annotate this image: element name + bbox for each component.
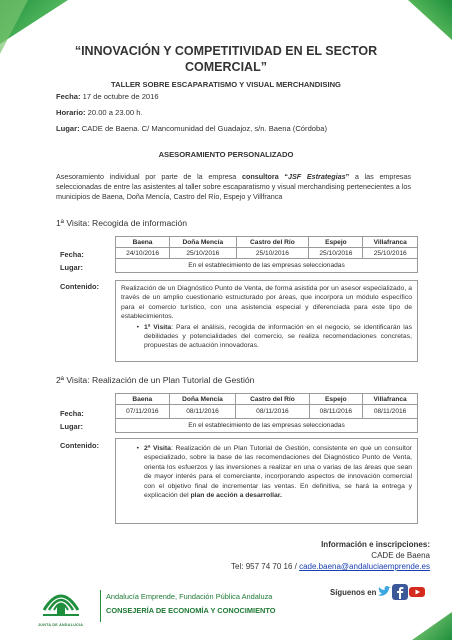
facebook-icon[interactable] <box>392 584 408 600</box>
visit1-content-text: Realización de un Diagnóstico Punto de Venta, de forma asistida por un asesor especializado, a través de un amplio cuestionario estructurado por áreas, que incorpora un módulo específico para el comercio turístico, con una asistencia especial y diferenciada para este tipo de establecimientos. <box>121 285 412 321</box>
event-location <box>56 124 327 133</box>
footer-ministry: CONSEJERÍA DE ECONOMÍA Y CONOCIMIENTO <box>106 606 276 615</box>
event-schedule <box>56 108 143 117</box>
visit2-bullet-bold: plan de acción a desarrollar. <box>190 492 282 500</box>
intro-bold-2: ” <box>345 172 350 181</box>
visit2-location-label: Lugar: <box>60 422 83 431</box>
intro-company-name: JSF Estrategias <box>288 172 346 181</box>
contact-phone-line <box>231 562 430 571</box>
visit1-bullet-label: 1ª Visita <box>144 323 172 331</box>
section-title: ASESORAMIENTO PERSONALIZADO <box>158 150 294 159</box>
contact-email-link[interactable]: cade.baena@andaluciaemprende.es <box>299 562 430 571</box>
visit1-content-box <box>115 280 418 362</box>
contact-org: CADE de Baena <box>371 551 430 560</box>
event-date <box>56 92 159 101</box>
visit1-location-label: Lugar: <box>60 263 83 272</box>
event-schedule-value: 20.00 a 23.00 h. <box>85 108 143 117</box>
table-cell: 08/11/2016 <box>236 405 309 419</box>
list-item <box>121 444 412 500</box>
table-row <box>116 259 418 273</box>
table-cell-location: En el establecimiento de las empresas seleccionadas <box>116 419 418 433</box>
visit1-heading <box>56 218 187 228</box>
table-cell: 25/10/2016 <box>309 248 363 259</box>
twitter-icon[interactable] <box>376 584 392 600</box>
visit2-content-box <box>115 438 418 524</box>
table-cell: 08/11/2016 <box>169 405 236 419</box>
visit2-heading <box>56 375 254 385</box>
table-cell-location: En el establecimiento de las empresas seleccionadas <box>116 259 418 273</box>
corner-decoration-bottom-right <box>412 612 452 640</box>
list-item <box>121 323 412 351</box>
table-header-cell: Espejo <box>309 394 363 405</box>
table-header-cell: Baena <box>116 394 170 405</box>
bullet-icon: • <box>136 323 139 331</box>
visit1-table <box>115 236 418 273</box>
event-location-label: Lugar: <box>56 124 80 133</box>
contact-heading: Información e inscripciones: <box>321 540 430 549</box>
corner-decoration-top-right <box>408 0 452 40</box>
table-header-cell: Doña Mencía <box>170 237 236 248</box>
event-date-value: 17 de octubre de 2016 <box>80 92 159 101</box>
event-date-label: Fecha: <box>56 92 81 101</box>
intro-paragraph <box>56 172 411 202</box>
table-row <box>116 405 418 419</box>
visit2-table <box>115 393 418 433</box>
table-cell: 24/10/2016 <box>116 248 170 259</box>
table-header-cell: Baena <box>116 237 170 248</box>
youtube-icon[interactable] <box>409 584 425 600</box>
table-header-cell: Espejo <box>309 237 363 248</box>
bullet-icon: • <box>136 445 139 452</box>
intro-bold-1: consultora “ <box>241 172 288 181</box>
visit2-number: 2ª Visita <box>56 375 88 385</box>
table-row <box>116 394 418 405</box>
table-cell: 08/11/2016 <box>363 405 418 419</box>
footer-foundation: Andalucía Emprende, Fundación Pública Andaluza <box>106 592 273 601</box>
visit2-date-label: Fecha: <box>60 409 84 418</box>
event-location-value: CADE de Baena. C/ Mancomunidad del Guadajoz, s/n. Baena (Córdoba) <box>79 124 327 133</box>
visit1-content-label: Contenido: <box>60 282 99 291</box>
junta-andalucia-logo-icon <box>40 584 82 620</box>
visit1-number: 1ª Visita <box>56 218 88 228</box>
contact-phone: Tel: 957 74 70 16 / <box>231 562 300 571</box>
visit2-bullet-text: : Realización de un Plan Tutorial de Gestión, consistente en que un consultor especializado, sobre la base de las recomendaciones del Diagnóstico Punto de Venta, orienta los esfuerzos y las inversiones a realizar en una o varias de las áreas que sean de mayor interés para el comerciante, incorporando aspectos de innovación comercial con el objetivo final de incrementar las ventas. En definitiva, se hará la entrega y explicación del <box>144 445 412 500</box>
table-header-cell: Doña Mencía <box>169 394 236 405</box>
page-title <box>0 43 452 75</box>
table-header-cell: Villafranca <box>363 394 418 405</box>
table-cell: 25/10/2016 <box>363 248 418 259</box>
visit1-bullet-text: : Para el análisis, recogida de información en el negocio, se identificarán las debilidades y potencialidades del comercio, se realiza recomendaciones concretas, propuestas de actuación innovadoras. <box>144 323 412 350</box>
table-cell: 08/11/2016 <box>309 405 363 419</box>
table-header-cell: Villafranca <box>363 237 418 248</box>
visit2-title: : Realización de un Plan Tutorial de Gestión <box>87 375 255 385</box>
intro-text-2: a las empresas seleccionadas de entre las asistentes al taller sobre escaparatismo y visual merchandising pertenecientes a los municipios de Baena, Doña Mencía, Castro del Río, Espejo y Villfranca <box>56 172 411 201</box>
visit2-bullet-label: 2ª Visita <box>144 445 171 452</box>
visit1-title: : Recogida de información <box>87 218 188 228</box>
table-row <box>116 419 418 433</box>
table-cell: 25/10/2016 <box>236 248 309 259</box>
intro-text-1: Asesoramiento individual por parte de la empresa <box>56 172 242 181</box>
table-cell: 07/11/2016 <box>116 405 170 419</box>
page-title-line2: COMERCIAL” <box>185 60 267 74</box>
table-header-cell: Castro del Río <box>236 394 309 405</box>
logo-caption: JUNTA DE ANDALUCIA <box>38 623 84 627</box>
table-row <box>116 237 418 248</box>
visit2-content-label: Contenido: <box>60 441 99 450</box>
table-header-cell: Castro del Río <box>236 237 309 248</box>
page-subtitle: TALLER SOBRE ESCAPARATISMO Y VISUAL MERCHANDISING <box>111 80 341 89</box>
table-cell: 25/10/2016 <box>170 248 236 259</box>
footer-divider <box>100 590 101 622</box>
event-schedule-label: Horario: <box>56 108 86 117</box>
page-title-line1: “INNOVACIÓN Y COMPETITIVIDAD EN EL SECTOR <box>74 44 378 58</box>
follow-us-label: Síguenos en <box>330 588 377 597</box>
visit1-date-label: Fecha: <box>60 250 84 259</box>
table-row <box>116 248 418 259</box>
